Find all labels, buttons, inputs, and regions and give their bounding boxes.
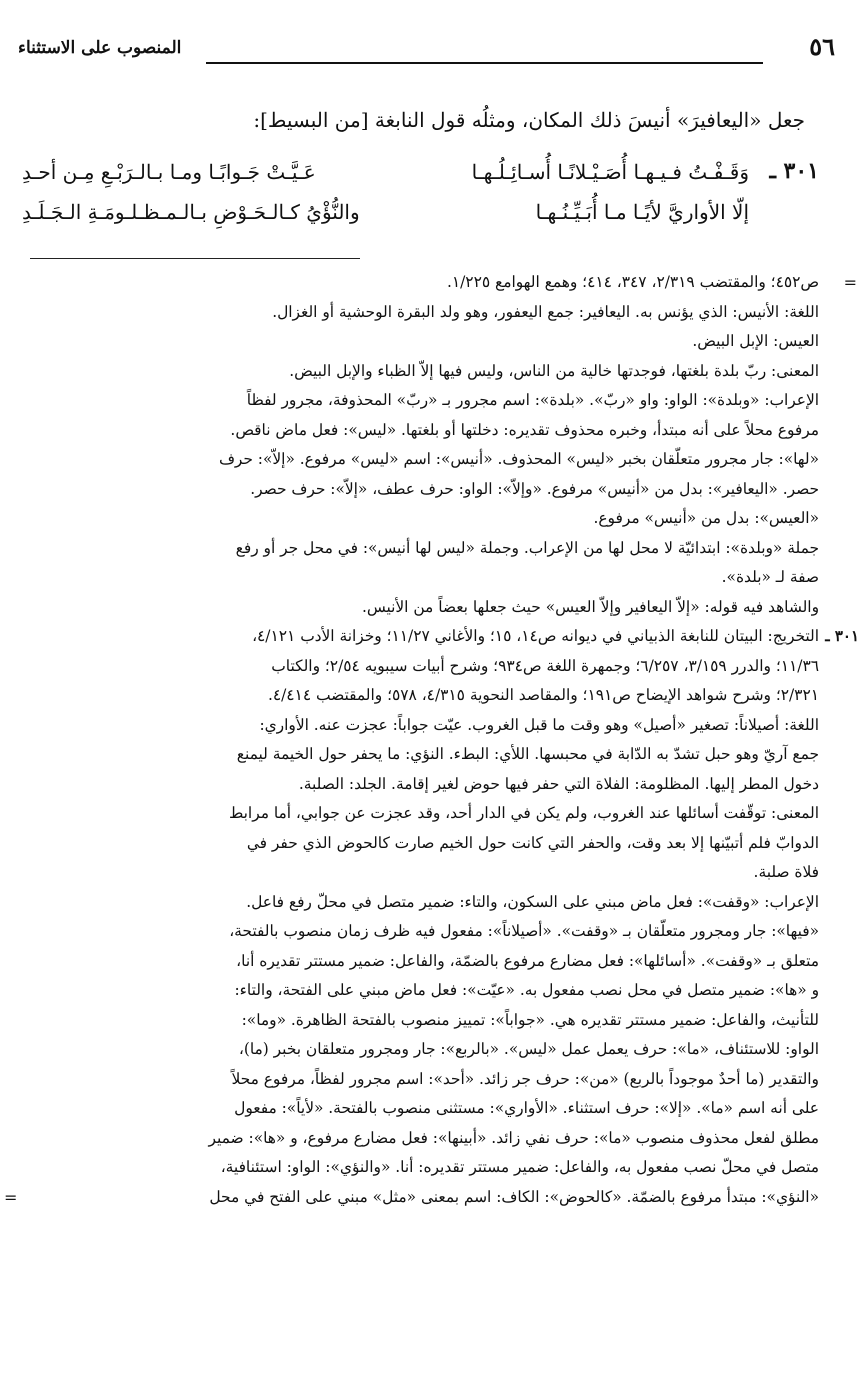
footnotes bbox=[4, 268, 859, 1212]
note-line: متعلق بـ «وقفت». «أسائلها»: فعل مضارع مرفوع بالضمّة، والفاعل: ضمير مستتر تقديره أنا، bbox=[236, 951, 819, 970]
running-header bbox=[18, 32, 835, 72]
chapter-title: المنصوب على الاستثناء bbox=[18, 38, 182, 58]
note-line: التخريج: البيتان للنابغة الذبياني في ديوانه ص١٤، ١٥؛ والأغاني ١١/٢٧؛ وخزانة الأدب ٤/١٢١، bbox=[252, 627, 819, 645]
continuation-mark: = bbox=[843, 273, 857, 292]
verse-line2-first-hemistich: إلّا الأواريَّ لأيًـا مـا أُبَـيِّـنُـهـا bbox=[535, 200, 749, 224]
note-line: «العيس»: بدل من «أنيس» مرفوع. bbox=[593, 509, 819, 527]
intro-line: جعل «اليعافيرَ» أنيسَ ذلك المكان، ومثلُه قول النابغة [من البسيط]: bbox=[253, 108, 805, 132]
note-line: حصر. «اليعافير»: بدل من «أنيس» مرفوع. «وإلاّ»: الواو: حرف عطف، «إلاّ»: حرف حصر. bbox=[250, 479, 819, 498]
note-line: و «ها»: ضمير متصل في محل نصب مفعول به. «عيّت»: فعل ماض مبني على الفتحة، والتاء: bbox=[234, 981, 819, 999]
note-line: على أنه اسم «ما». «إلا»: حرف استثناء. «الأواري»: مستثنى منصوب بالفتحة. «لأياً»: مفعول bbox=[234, 1099, 819, 1117]
note-line: والشاهد فيه قوله: «إلاّ اليعافير وإلاّ العيس» حيث جعلها بعضاً من الأنيس. bbox=[361, 597, 819, 616]
note-line: مرفوع محلاً على أنه مبتدأ، وخبره محذوف تقديره: دخلتها أو بلغتها. «ليس»: فعل ماض ناقص. bbox=[230, 420, 819, 439]
header-rule bbox=[206, 62, 763, 64]
verse-number: ٣٠١ ـ bbox=[769, 158, 819, 184]
note-line: جملة «وبلدة»: ابتدائيّة لا محل لها من الإعراب. وجملة «ليس لها أنيس»: في محل جر أو رفع bbox=[235, 538, 819, 557]
note-line: ٢/٣٢١؛ وشرح شواهد الإيضاح ص١٩١؛ والمقاصد النحوية ٤/٣١٥، ٥٧٨؛ والمقتضب ٤/٤١٤. bbox=[267, 686, 819, 704]
continuation-mark-end: = bbox=[4, 1187, 18, 1207]
note-line: الدوابّ فلم أتبيّنها إلا بعد وقت، والحفر التي كانت حول الخيم صارت كالحوض الذي حفر في bbox=[246, 833, 819, 852]
note-line: مطلق لفعل محذوف منصوب «ما»: حرف نفي زائد. «أبينها»: فعل مضارع مرفوع، و «ها»: ضمير bbox=[208, 1128, 819, 1147]
note-line: الإعراب: «وقفت»: فعل ماض مبني على السكون، والتاء: ضمير متصل في محلّ رفع فاعل. bbox=[246, 892, 819, 911]
note-line: «النؤي»: مبتدأ مرفوع بالضمّة. «كالحوض»: الكاف: اسم بمعنى «مثل» مبني على الفتح في محل bbox=[209, 1187, 819, 1206]
note-line: اللغة: أصيلاناً: تصغير «أصيل» وهو وقت ما قبل الغروب. عيّت جواباً: عجزت عنه. الأواري: bbox=[259, 715, 819, 734]
note-line: «لها»: جار مجرور متعلّقان بخبر «ليس» المحذوف. «أنيس»: اسم «ليس» مرفوع. «إلاّ»: حرف bbox=[218, 450, 819, 468]
note-line: الإعراب: «وبلدة»: الواو: واو «ربّ». «بلدة»: اسم مجرور بـ «ربّ» المحذوفة، مجرور لفظاً bbox=[246, 391, 819, 409]
note-line: ١١/٣٦؛ والدرر ٣/١٥٩، ٦/٢٥٧؛ وجمهرة اللغة ص٩٣٤؛ وشرح أبيات سيبويه ٢/٥٤؛ والكتاب bbox=[271, 656, 819, 675]
note-line: المعنى: توقّفت أسائلها عند الغروب، ولم يكن في الدار أحد، وقد عجزت عن جوابي، أما مرابط bbox=[229, 804, 819, 822]
note-line: صفة لـ «بلدة». bbox=[721, 568, 819, 586]
note-line: الواو: للاستئناف، «ما»: حرف يعمل عمل «ليس». «بالربع»: جار ومجرور متعلقان بخبر (ما)، bbox=[238, 1040, 819, 1058]
footnote-number: ٣٠١ ـ bbox=[825, 627, 859, 645]
footnote-rule bbox=[30, 258, 360, 259]
note-line: «فيها»: جار ومجرور متعلّقان بـ «وقفت». «أصيلاناً»: مفعول فيه ظرف زمان منصوب بالفتحة، bbox=[229, 922, 819, 940]
note-line: العيس: الإبل البيض. bbox=[692, 332, 819, 350]
note-line: اللغة: الأنيس: الذي يؤنس به. اليعافير: جمع اليعفور، وهو ولد البقرة الوحشية أو الغزال. bbox=[272, 302, 819, 321]
verse-line1-first-hemistich: وَقَـفْـتُ فـيـهـا أُصَـيْـلانًـا أُسـائِـلُـهـا bbox=[471, 160, 749, 184]
page-number: ٥٦ bbox=[809, 32, 835, 61]
verse-line1-second-hemistich: عَـيَّـتْ جَـوابًـا ومـا بـالـرَبْـعِ مِـن أحـدِ bbox=[22, 160, 316, 184]
note-line: جمع آريّ وهو حبل تشدّ به الدّابة في محبسها. اللأي: البطء. النؤي: ما يحفر حول الخيمة ليمنع bbox=[236, 745, 819, 763]
verse-line2-second-hemistich: والنُّؤْيُ كـالـحَـوْضِ بـالـمـظـلـومَـةِ الـجَـلَـدِ bbox=[22, 200, 360, 224]
note-line: للتأنيث، والفاعل: ضمير مستتر تقديره هي. «جواباً»: تمييز منصوب بالفتحة الظاهرة. «وما»: bbox=[241, 1010, 819, 1029]
note-line: المعنى: ربّ بلدة بلغتها، فوجدتها خالية من الناس، وليس فيها إلاّ الظباء والإبل البيض. bbox=[289, 361, 819, 380]
note-line: فلاة صلبة. bbox=[753, 863, 819, 881]
note-line: ص٤٥٢؛ والمقتضب ٢/٣١٩، ٣٤٧، ٤١٤؛ وهمع الهوامع ١/٢٢٥. bbox=[446, 273, 819, 291]
note-line: متصل في محلّ نصب مفعول به، والفاعل: ضمير مستتر تقديره: أنا. «والنؤي»: الواو: استئنافية، bbox=[220, 1158, 819, 1176]
note-line: دخول المطر إليها. المظلومة: الفلاة التي حفر فيها حوض لغير إقامة. الجلد: الصلبة. bbox=[298, 774, 819, 793]
note-line: والتقدير (ما أحدٌ موجوداً بالربع) «من»: حرف جر زائد. «أحد»: اسم مجرور لفظاً، مرفوع محلاً bbox=[231, 1069, 819, 1088]
